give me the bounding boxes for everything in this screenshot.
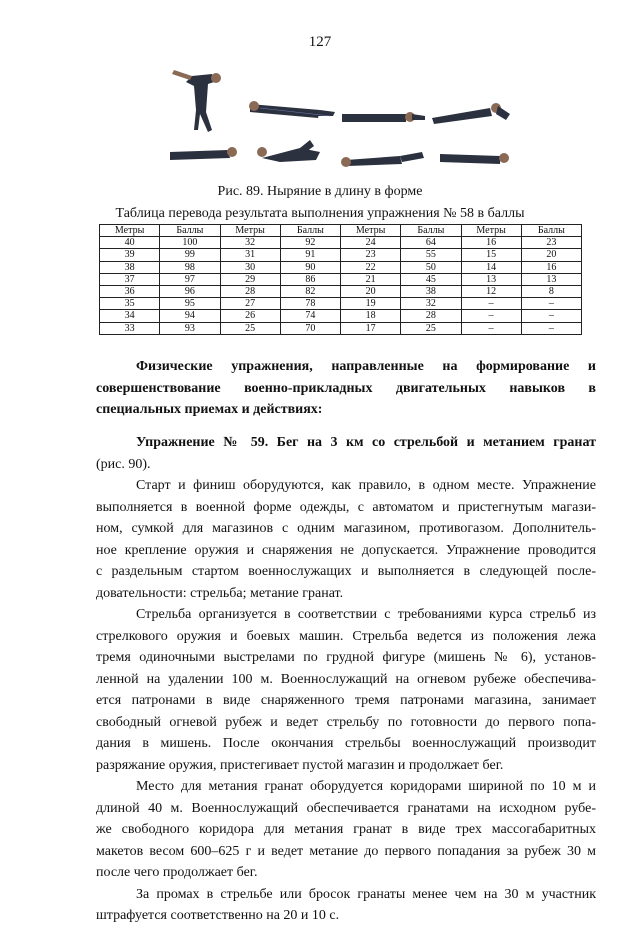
table-cell: 31 xyxy=(220,249,280,261)
table-cell: 12 xyxy=(461,285,521,297)
table-cell: 82 xyxy=(280,285,340,297)
table-cell: 92 xyxy=(280,237,340,249)
figure-glide-4 xyxy=(440,153,509,164)
column-header: Метры xyxy=(461,225,521,237)
table-cell: 93 xyxy=(160,322,220,334)
table-cell: 45 xyxy=(401,273,461,285)
figure-standing-jump xyxy=(172,70,221,132)
table-cell: 26 xyxy=(220,310,280,322)
paragraph-line: стрелкового оружия и боевых машин. Стрельба ведется из положения лежа xyxy=(96,628,596,644)
table-cell: 23 xyxy=(521,237,581,249)
paragraph xyxy=(96,884,596,927)
table-cell: 28 xyxy=(401,310,461,322)
table-cell: 15 xyxy=(461,249,521,261)
table-cell: 64 xyxy=(401,237,461,249)
table-cell: 36 xyxy=(100,285,160,297)
table-cell: 32 xyxy=(220,237,280,249)
table-caption: Таблица перевода результата выполнения упражнения № 58 в баллы xyxy=(115,206,525,221)
paragraph-line: после чего продолжает бег. xyxy=(96,865,258,880)
paragraph xyxy=(96,776,596,884)
table-cell: 16 xyxy=(521,261,581,273)
paragraph-line: Стрельба организуется в соответствии с требованиями курса стрельб из xyxy=(136,607,596,622)
column-header: Баллы xyxy=(521,225,581,237)
exercise-section xyxy=(96,432,596,927)
table-cell: 20 xyxy=(341,285,401,297)
paragraph-line: же свободного коридора для метания гранат в виде трех массогабаритных xyxy=(96,822,596,837)
score-conversion-table xyxy=(99,224,582,335)
figure-caption: Рис. 89. Ныряние в длину в форме xyxy=(217,184,423,199)
table-cell: 37 xyxy=(100,273,160,285)
table-cell: 32 xyxy=(401,298,461,310)
table-row xyxy=(100,273,582,285)
table-cell: 30 xyxy=(220,261,280,273)
paragraph-line: Старт и финиш оборудуются, как правило, в одном месте. Упражнение xyxy=(136,478,596,493)
table-cell: 38 xyxy=(100,261,160,273)
table-cell: 14 xyxy=(461,261,521,273)
diving-figures-illustration xyxy=(150,62,530,170)
table-cell: 39 xyxy=(100,249,160,261)
table-cell: 8 xyxy=(521,285,581,297)
section-heading-line: совершенствование военно-прикладных двигательных навыков в xyxy=(96,380,596,396)
table-cell: 33 xyxy=(100,322,160,334)
table-row xyxy=(100,249,582,261)
table-cell: 18 xyxy=(341,310,401,322)
table-row xyxy=(100,298,582,310)
figure-glide-1 xyxy=(170,147,237,160)
figure-glide-3 xyxy=(341,152,424,167)
column-header: Баллы xyxy=(160,225,220,237)
table-cell: – xyxy=(461,322,521,334)
table-cell: 100 xyxy=(160,237,220,249)
table-cell: 28 xyxy=(220,285,280,297)
table-cell: 38 xyxy=(401,285,461,297)
column-header: Метры xyxy=(341,225,401,237)
table-row xyxy=(100,322,582,334)
table-cell: 40 xyxy=(100,237,160,249)
section-heading xyxy=(96,356,596,421)
figure-flight-3 xyxy=(432,103,510,124)
paragraph-line: тремя одиночными выстрелами по грудной фигуре (мишень № 6), установ- xyxy=(96,650,596,665)
table-cell: 21 xyxy=(341,273,401,285)
table-cell: 17 xyxy=(341,322,401,334)
table-cell: 95 xyxy=(160,298,220,310)
column-header: Метры xyxy=(100,225,160,237)
section-heading-line: специальных приемах и действиях: xyxy=(96,402,323,417)
paragraph-line: За промах в стрельбе или бросок гранаты менее чем на 30 м участник xyxy=(136,886,596,902)
paragraph-line: ленной на удалении 100 м. Военнослужащий на огневом рубеже обеспечива- xyxy=(96,671,596,687)
table-cell: 24 xyxy=(341,237,401,249)
column-header: Баллы xyxy=(401,225,461,237)
paragraph-line: довательности: стрельба; метание гранат. xyxy=(96,585,344,601)
table-cell: 13 xyxy=(461,273,521,285)
table-cell: 55 xyxy=(401,249,461,261)
paragraph-line: макетов весом 600–625 г и ведет метание до первого попадания за рубеж 30 м xyxy=(96,843,596,859)
table-cell: 70 xyxy=(280,322,340,334)
table-cell: 35 xyxy=(100,298,160,310)
figure-flight-1 xyxy=(249,101,335,118)
table-cell: 99 xyxy=(160,249,220,261)
table-cell: 96 xyxy=(160,285,220,297)
section-heading-line: Физические упражнения, направленные на формирование и xyxy=(136,359,596,374)
paragraph-line: ном, сумкой для магазинов с одним магазином, противогазом. Дополнитель- xyxy=(96,521,596,536)
page-number: 127 xyxy=(308,34,332,50)
table-cell: – xyxy=(461,310,521,322)
paragraph xyxy=(96,475,596,604)
table-row xyxy=(100,261,582,273)
paragraph-line: разряжание оружия, пристегивает пустой магазин и продолжает бег. xyxy=(96,757,504,773)
exercise-title-line: (рис. 90). xyxy=(96,456,151,472)
figure-diving-sequence xyxy=(150,62,530,170)
table-cell: 25 xyxy=(401,322,461,334)
table-cell: 13 xyxy=(521,273,581,285)
column-header: Баллы xyxy=(280,225,340,237)
table-cell: 90 xyxy=(280,261,340,273)
figure-glide-2 xyxy=(257,140,320,162)
table-header-row xyxy=(100,225,582,237)
table-cell: – xyxy=(521,310,581,322)
table-cell: – xyxy=(461,298,521,310)
paragraph xyxy=(96,604,596,776)
paragraph-line: дания в мишень. После окончания стрельбы военнослужащий производит xyxy=(96,736,596,751)
table-cell: 91 xyxy=(280,249,340,261)
table-cell: 34 xyxy=(100,310,160,322)
paragraph-line: с раздельным стартом военнослужащих и выполняется в следующей после- xyxy=(96,564,596,579)
table-cell: – xyxy=(521,322,581,334)
paragraph-line: Место для метания гранат оборудуется коридорами шириной по 10 м и xyxy=(136,779,596,794)
table-cell: – xyxy=(521,298,581,310)
table-body xyxy=(100,237,582,335)
table-cell: 16 xyxy=(461,237,521,249)
table-cell: 78 xyxy=(280,298,340,310)
table-row xyxy=(100,285,582,297)
paragraph-line: длиной 40 м. Военнослужащий обеспечивается гранатами на исходном рубе- xyxy=(96,800,596,816)
figure-flight-2 xyxy=(342,112,425,122)
column-header: Метры xyxy=(220,225,280,237)
table-cell: 20 xyxy=(521,249,581,261)
table-cell: 94 xyxy=(160,310,220,322)
table-row xyxy=(100,237,582,249)
table-cell: 50 xyxy=(401,261,461,273)
table-cell: 29 xyxy=(220,273,280,285)
table-cell: 74 xyxy=(280,310,340,322)
table-cell: 23 xyxy=(341,249,401,261)
table-cell: 86 xyxy=(280,273,340,285)
paragraph-line: выполняется в военной форме одежды, с автоматом и пристегнутым магази- xyxy=(96,499,596,515)
paragraph-line: ное крепление оружия и снаряжения не допускается. Упражнение проводится xyxy=(96,542,596,558)
paragraph-line: штрафуется соответственно на 20 и 10 с. xyxy=(96,908,340,923)
paragraph-line: ется патронами в виде снаряженного тремя патронами магазина, занимает xyxy=(96,693,596,708)
table-cell: 19 xyxy=(341,298,401,310)
table-cell: 25 xyxy=(220,322,280,334)
exercise-title-line: Упражнение № 59. Бег на 3 км со стрельбой и метанием гранат xyxy=(136,435,596,450)
paragraph-line: свободный огневой рубеж и ведет стрельбу по готовности до первого попа- xyxy=(96,714,596,730)
table-row xyxy=(100,310,582,322)
table-cell: 97 xyxy=(160,273,220,285)
table-cell: 98 xyxy=(160,261,220,273)
table-cell: 27 xyxy=(220,298,280,310)
table-cell: 22 xyxy=(341,261,401,273)
